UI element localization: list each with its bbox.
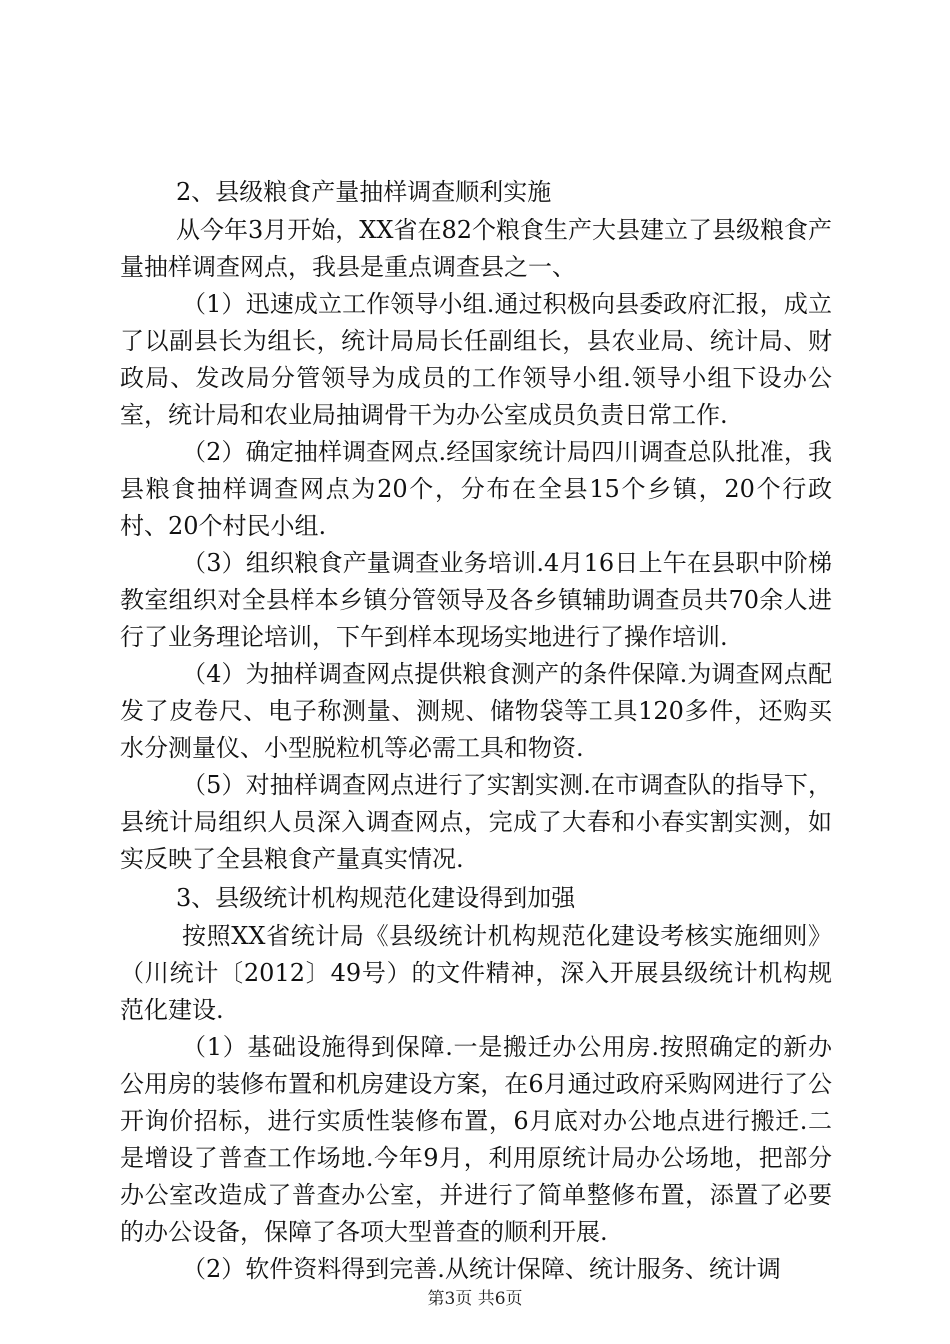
paragraph-section-3-item-2: （2）软件资料得到完善.从统计保障、统计服务、统计调 — [182, 1255, 781, 1283]
section-heading-2: 2、县级粮食产量抽样调查顺利实施 — [176, 178, 552, 206]
document-body — [120, 172, 832, 1288]
paragraph-item-4: （4）为抽样调查网点提供粮食测产的条件保障.为调查网点配发了皮卷尺、电子称测量、测规、储物袋等工具120多件，还购买水分测量仪、小型脱粒机等必需工具和物资. — [120, 660, 832, 762]
paragraph-item-2: （2）确定抽样调查网点.经国家统计局四川调查总队批准，我县粮食抽样调查网点为20个，分布在全县15个乡镇，20个行政村、20个村民小组. — [120, 438, 832, 540]
paragraph-item-5: （5）对抽样调查网点进行了实割实测.在市调查队的指导下，县统计局组织人员深入调查网点，完成了大春和小春实割实测，如实反映了全县粮食产量真实情况. — [120, 771, 832, 873]
paragraph-intro: 从今年3月开始，XX省在82个粮食生产大县建立了县级粮食产量抽样调查网点，我县是重点调查县之一、 — [120, 216, 832, 281]
paragraph-section-3-item-1: （1）基础设施得到保障.一是搬迁办公用房.按照确定的新办公用房的装修布置和机房建设方案，在6月通过政府采购网进行了公开询价招标，进行实质性装修布置，6月底对办公地点进行搬迁.二是增设了普查工作场地.今年9月，利用原统计局办公场地，把部分办公室改造成了普查办公室，并进行了简单整修布置，添置了必要的办公设备，保障了各项大型普查的顺利开展. — [120, 1033, 832, 1246]
paragraph-item-1: （1）迅速成立工作领导小组.通过积极向县委政府汇报，成立了以副县长为组长，统计局局长任副组长，县农业局、统计局、财政局、发改局分管领导为成员的工作领导小组.领导小组下设办公室，统计局和农业局抽调骨干为办公室成员负责日常工作. — [120, 290, 832, 429]
section-heading-3: 3、县级统计机构规范化建设得到加强 — [176, 884, 576, 912]
paragraph-item-3: （3）组织粮食产量调查业务培训.4月16日上午在县职中阶梯教室组织对全县样本乡镇分管领导及各乡镇辅助调查员共70余人进行了业务理论培训，下午到样本现场实地进行了操作培训. — [120, 549, 832, 651]
paragraph-section-3-intro: 按照XX省统计局《县级统计机构规范化建设考核实施细则》（川统计〔2012〕49号）的文件精神，深入开展县级统计机构规范化建设. — [120, 922, 832, 1024]
page-number-footer: 第3页 共6页 — [427, 1289, 523, 1309]
